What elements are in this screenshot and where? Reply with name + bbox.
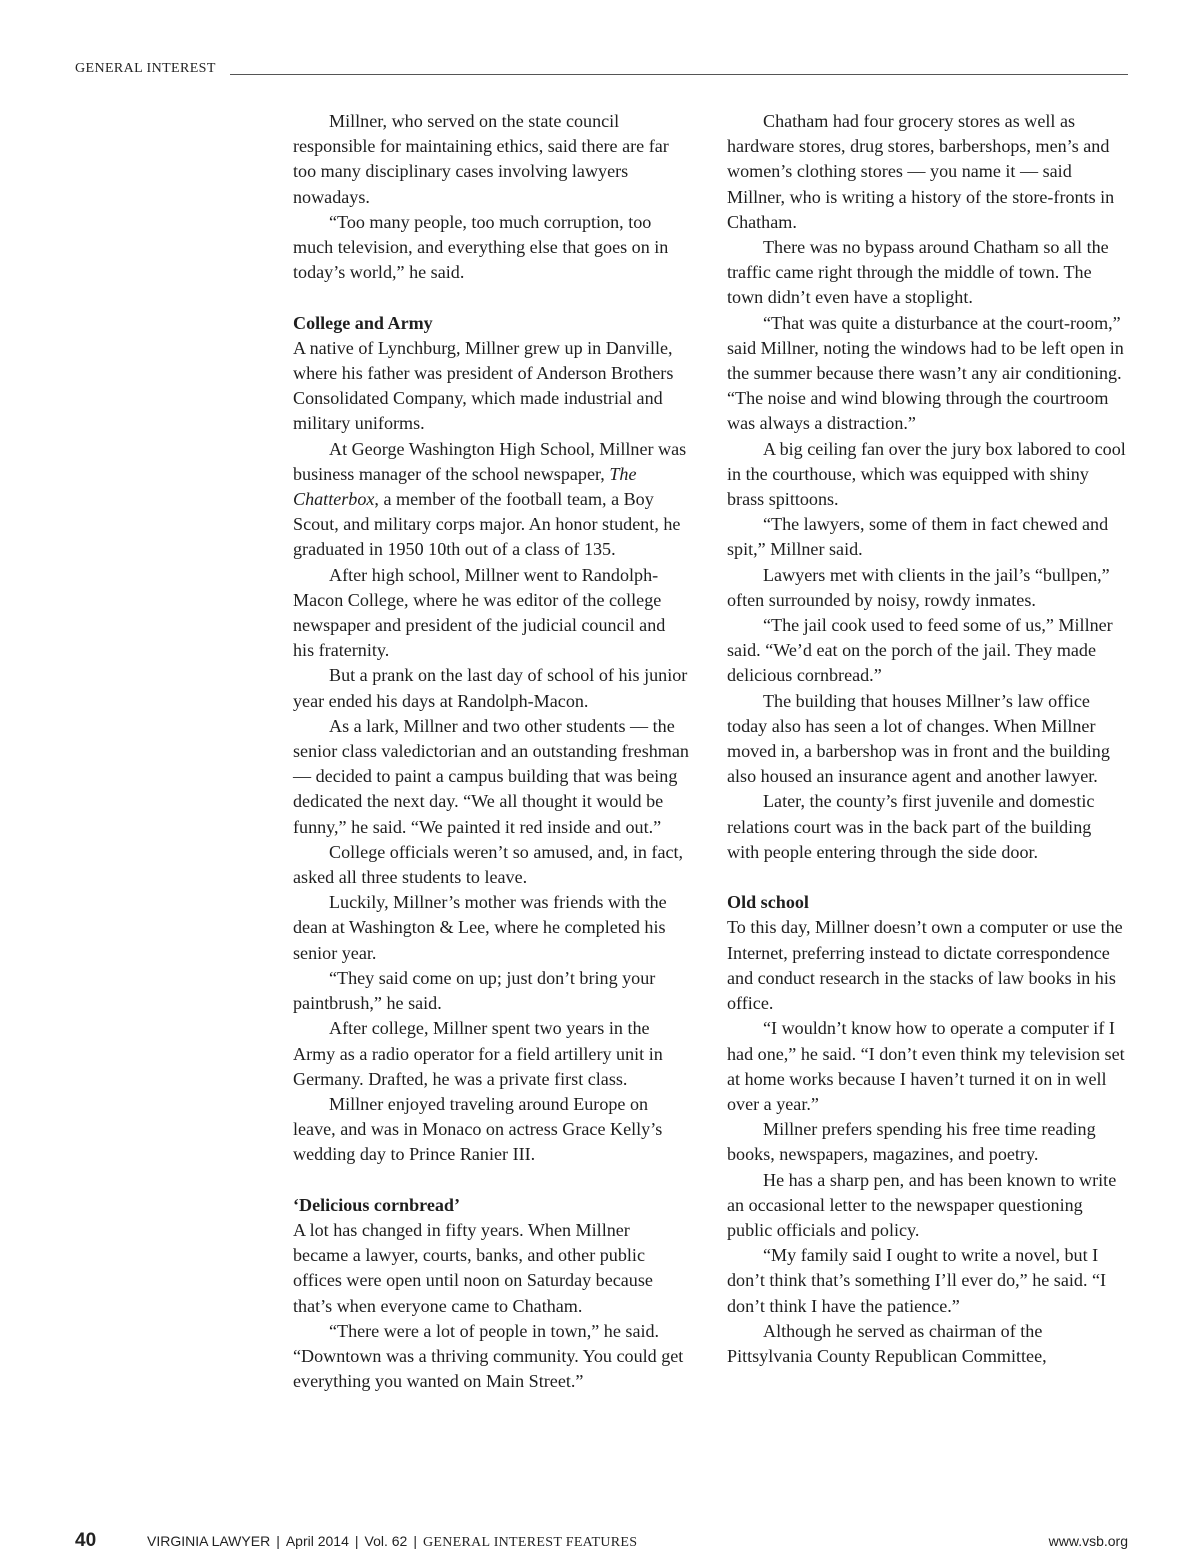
publication-name: VIRGINIA LAWYER	[147, 1533, 271, 1549]
paragraph: Chatham had four grocery stores as well as hardware stores, drug stores, barbershops, men’s and women’s clothing stores — you name it — said Millner, who is writing a history of the store-fronts in Chatham.	[727, 111, 1115, 232]
paragraph: “The jail cook used to feed some of us,” Millner said. “We’d eat on the porch of the jail. They made delicious cornbread.”	[727, 615, 1113, 686]
volume: Vol. 62	[364, 1533, 408, 1549]
section-gap	[293, 285, 689, 310]
paragraph: Millner enjoyed traveling around Europe on leave, and was in Monaco on actress Grace Kelly’s wedding day to Prince Ranier III.	[293, 1093, 663, 1165]
paragraph: There was no bypass around Chatham so all the traffic came right through the middle of town. The town didn’t even have a stoplight.	[727, 237, 1109, 308]
paragraph: Although he served as chairman of the Pittsylvania County Republican Committee,	[727, 1320, 1047, 1366]
paragraph: “I wouldn’t know how to operate a computer if I had one,” he said. “I don’t even think my television set at home works because I haven’t turned it on in well over a year.”	[727, 1018, 1125, 1114]
paragraph: A lot has changed in fifty years. When Millner became a lawyer, courts, banks, and other public offices were open until noon on Saturday because that’s when everyone came to Chatham.	[293, 1219, 653, 1316]
paragraph: After high school, Millner went to Randolph-Macon College, where he was editor of the college newspaper and president of the judicial council and his fraternity.	[293, 564, 666, 661]
website-url: www.vsb.org	[1048, 1533, 1128, 1549]
paragraph: Luckily, Millner’s mother was friends with the dean at Washington & Lee, where he completed his senior year.	[293, 892, 667, 963]
section-gap	[727, 865, 1127, 890]
subheading-delicious-cornbread: ‘Delicious cornbread’	[293, 1194, 461, 1215]
paragraph: But a prank on the last day of school of his junior year ended his days at Randolph-Macon.	[293, 665, 688, 711]
article-column-left	[293, 109, 689, 1394]
paragraph: “There were a lot of people in town,” he said. “Downtown was a thriving community. You could get everything you wanted on Main Street.”	[293, 1320, 684, 1392]
separator: |	[276, 1533, 280, 1549]
paragraph-text: , a member of the football team, a Boy Scout, and military corps major. An honor student, he graduated in 1950 10th out of a class of 135.	[293, 489, 681, 560]
paragraph: He has a sharp pen, and has been known to write an occasional letter to the newspaper questioning public officials and policy.	[727, 1169, 1117, 1240]
paragraph: “My family said I ought to write a novel, but I don’t think that’s something I’ll ever do,” he said. “I don’t think I have the patience.”	[727, 1245, 1107, 1316]
section-name: GENERAL INTEREST FEATURES	[422, 1535, 638, 1550]
section-gap	[293, 1168, 689, 1193]
paragraph: After college, Millner spent two years in the Army as a radio operator for a field artillery unit in Germany. Drafted, he was a private first class.	[293, 1018, 663, 1089]
page-footer	[75, 1530, 1128, 1556]
paragraph: The building that houses Millner’s law office today also has seen a lot of changes. When Millner moved in, a barbershop was in front and the building also housed an insurance agent and another lawyer.	[727, 690, 1110, 787]
paragraph: As a lark, Millner and two other students — the senior class valedictorian and an outstanding freshman — decided to paint a campus building that was being dedicated the next day. “We all thought it would be funny,” he said. “We painted it red inside and out.”	[293, 715, 689, 837]
footer-publication-info	[147, 1533, 637, 1551]
page-number: 40	[75, 1530, 97, 1551]
subheading-college-and-army: College and Army	[293, 312, 433, 333]
header-rule	[230, 74, 1128, 75]
newspaper-title: The Chatterbox	[293, 463, 637, 510]
paragraph: “They said come on up; just don’t bring your paintbrush,” he said.	[293, 967, 656, 1014]
paragraph: Lawyers met with clients in the jail’s “bullpen,” often surrounded by noisy, rowdy inmates.	[727, 564, 1110, 610]
paragraph: To this day, Millner doesn’t own a computer or use the Internet, preferring instead to dictate correspondence and conduct research in the stacks of law books in his office.	[727, 917, 1123, 1014]
paragraph: “The lawyers, some of them in fact chewed and spit,” Millner said.	[727, 514, 1109, 560]
subheading-old-school: Old school	[727, 892, 809, 913]
separator: |	[413, 1533, 417, 1549]
paragraph: “Too many people, too much corruption, too much television, and everything else that goes on in today’s world,” he said.	[293, 211, 669, 283]
article-column-right	[727, 109, 1127, 1369]
issue-date: April 2014	[285, 1533, 349, 1549]
paragraph: “That was quite a disturbance at the court-room,” said Millner, noting the windows had to be left open in the summer because there wasn’t any air conditioning. “The noise and wind blowing through the courtroom was always a distraction.”	[727, 312, 1124, 434]
paragraph	[293, 437, 689, 563]
paragraph: A big ceiling fan over the jury box labored to cool in the courthouse, which was equipped with shiny brass spittoons.	[727, 438, 1126, 510]
page-header	[75, 57, 1128, 81]
paragraph: College officials weren’t so amused, and, in fact, asked all three students to leave.	[293, 841, 684, 888]
paragraph: A native of Lynchburg, Millner grew up in Danville, where his father was president of Anderson Brothers Consolidated Company, which made industrial and military uniforms.	[293, 337, 674, 434]
paragraph: Later, the county’s first juvenile and domestic relations court was in the back part of the building with people entering through the side door.	[727, 791, 1095, 862]
separator: |	[354, 1533, 359, 1549]
paragraph: Millner, who served on the state council responsible for maintaining ethics, said there are far too many disciplinary cases involving lawyers nowadays.	[293, 111, 669, 207]
section-label: GENERAL INTEREST	[75, 61, 216, 76]
paragraph: Millner prefers spending his free time reading books, newspapers, magazines, and poetry.	[727, 1119, 1096, 1165]
paragraph-text: At George Washington High School, Millner was business manager of the school newspaper,	[293, 438, 687, 484]
